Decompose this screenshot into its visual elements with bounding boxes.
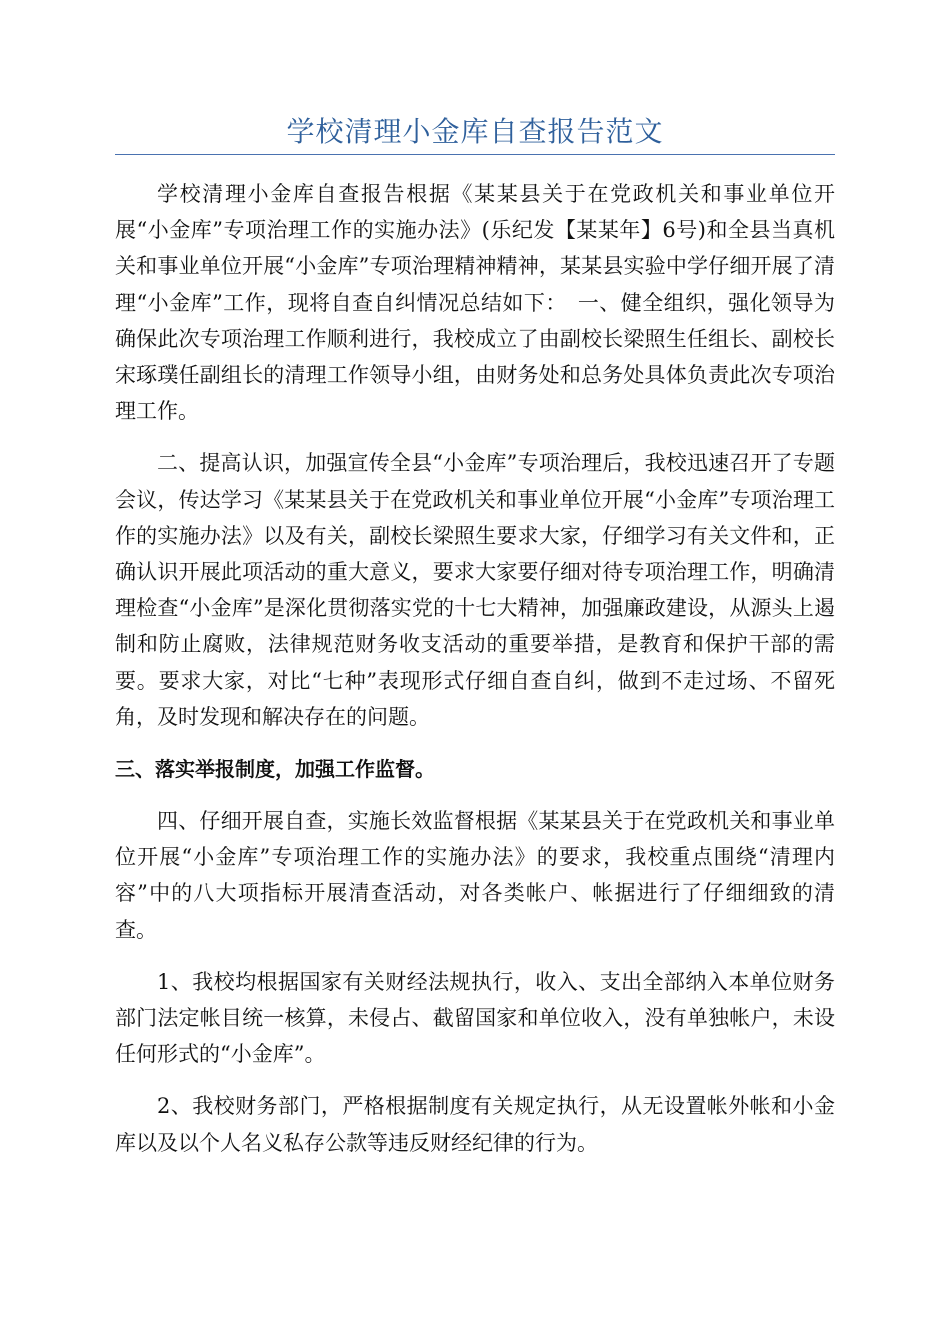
paragraph-section-4: 四、仔细开展自查，实施长效监督根据《某某县关于在党政机关和事业单位开展“小金库”专项治理工作的实施办法》的要求，我校重点围绕“清理内容”中的八大项指标开展清查活动，对各类帐户、帐据进行了仔细细致的清查。 <box>115 809 835 942</box>
document-title: 学校清理小金库自查报告范文 <box>286 115 664 148</box>
paragraph-item-1: 1、我校均根据国家有关财经法规执行，收入、支出全部纳入本单位财务部门法定帐目统一核算，未侵占、截留国家和单位收入，没有单独帐户，未设任何形式的“小金库”。 <box>115 969 835 1067</box>
paragraph-section-2: 二、提高认识，加强宣传全县“小金库”专项治理后，我校迅速召开了专题会议，传达学习《某某县关于在党政机关和事业单位开展“小金库”专项治理工作的实施办法》以及有关，副校长梁照生要求大家，仔细学习有关文件和，正确认识开展此项活动的重大意义，要求大家要仔细对待专项治理工作，明确清理检查“小金库”是深化贯彻落实党的十七大精神，加强廉政建设，从源头上遏制和防止腐败，法律规范财务收支活动的重要举措，是教育和保护干部的需要。要求大家，对比“七种”表现形式仔细自查自纠，做到不走过场、不留死角，及时发现和解决存在的问题。 <box>115 451 835 729</box>
section-heading-3: 三、落实举报制度，加强工作监督。 <box>115 757 435 782</box>
document-body <box>115 176 835 1177</box>
paragraph-intro: 学校清理小金库自查报告根据《某某县关于在党政机关和事业单位开展“小金库”专项治理工作的实施办法》(乐纪发【某某年】6号)和全县当真机关和事业单位开展“小金库”专项治理精神精神，某某县实验中学仔细开展了清理“小金库”工作，现将自查自纠情况总结如下： 一、健全组织，强化领导为确保此次专项治理工作顺利进行，我校成立了由副校长梁照生任组长、副校长宋琢璞任副组长的清理工作领导小组，由财务处和总务处具体负责此次专项治理工作。 <box>115 182 835 424</box>
paragraph-item-2: 2、我校财务部门，严格根据制度有关规定执行，从无设置帐外帐和小金库以及以个人名义私存公款等违反财经纪律的行为。 <box>115 1094 835 1155</box>
title-underline <box>115 154 835 155</box>
